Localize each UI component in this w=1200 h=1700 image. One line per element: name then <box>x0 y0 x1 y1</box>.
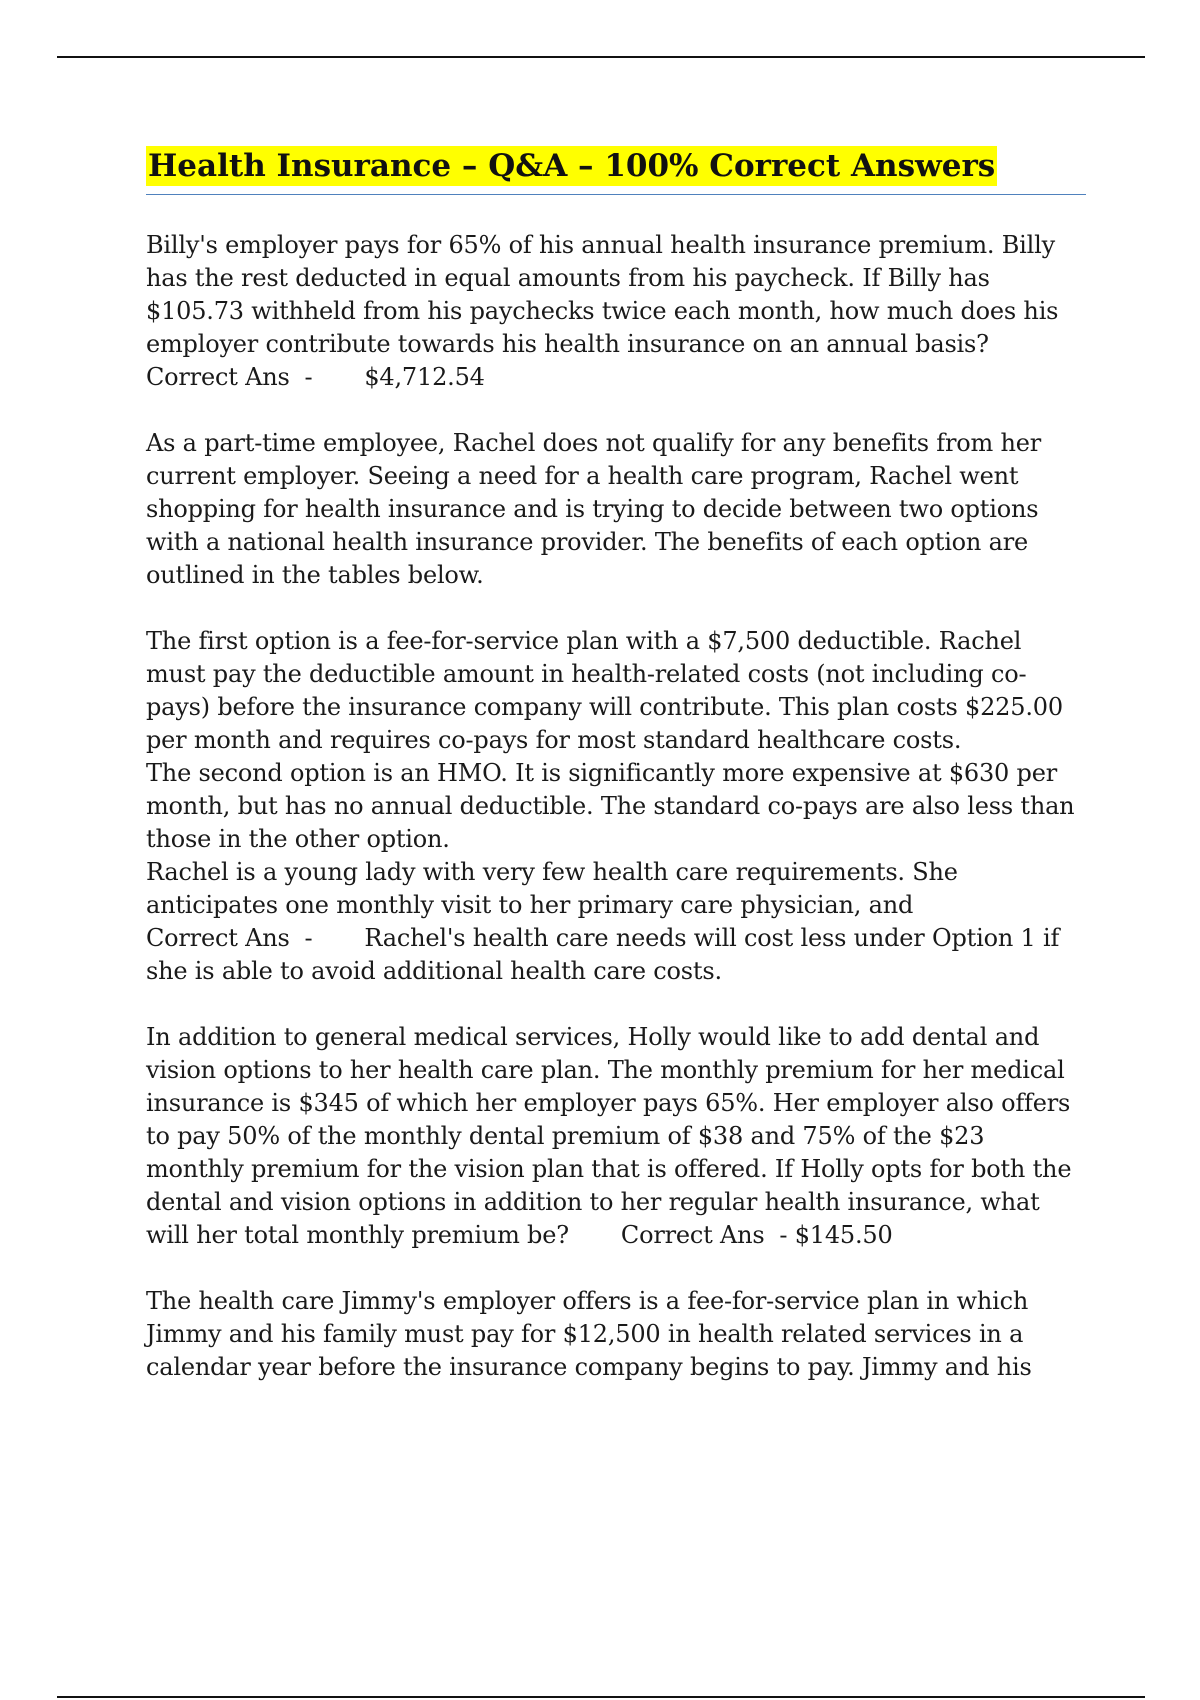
qa-list <box>146 229 1086 1384</box>
page-title: Health Insurance – Q&A – 100% Correct Answers <box>148 148 996 184</box>
answer-text: Rachel's health care needs will cost less under Option 1 if she is able to avoid additional health care costs. <box>146 924 1060 985</box>
answer-label: Correct Ans - <box>146 363 313 391</box>
qa-item-3 <box>146 625 1086 988</box>
document-body <box>146 146 1086 1417</box>
answer-label: Correct Ans - <box>146 924 313 952</box>
question-text: The second option is an HMO. It is significantly more expensive at $630 per month, but has no annual deductible. The standard co-pays are also less than those in the other option. <box>146 759 1075 853</box>
footer-rule <box>57 1696 1145 1698</box>
qa-item-2 <box>146 427 1086 592</box>
question-text: Rachel is a young lady with very few health care requirements. She anticipates one monthly visit to her primary care physician, and Correct Ans - Rachel's health care needs will cost less under Option 1 if she is able to avoid additional health care costs. <box>146 858 1060 985</box>
question-text: The first option is a fee-for-service plan with a $7,500 deductible. Rachel must pay the deductible amount in health-related costs (not including co-pays) before the insurance company will contribute. This plan costs $225.00 per month and requires co-pays for most standard healthcare costs. <box>146 627 1063 754</box>
answer-text: $4,712.54 <box>364 363 485 391</box>
question-text: In addition to general medical services, Holly would like to add dental and vision options to her health care plan. The monthly premium for her medical insurance is $345 of which her employer pays 65%. Her employer also offers to pay 50% of the monthly dental premium of $38 and 75% of the $23 monthly premium for the vision plan that is offered. If Holly opts for both the dental and vision options in addition to her regular health insurance, what will her total monthly premium be? Correct Ans - $145.50 <box>146 1023 1072 1249</box>
answer-label: Correct Ans - <box>620 1221 788 1249</box>
question-text: Billy's employer pays for 65% of his annual health insurance premium. Billy has the rest deducted in equal amounts from his paycheck. If Billy has $105.73 withheld from his paychecks twice each month, how much does his employer contribute towards his health insurance on an annual basis? Correct Ans - $4,712.54 <box>146 231 1059 391</box>
header-rule <box>57 56 1145 58</box>
question-text: As a part-time employee, Rachel does not qualify for any benefits from her current employer. Seeing a need for a health care program, Rachel went shopping for health insurance and is trying to decide between two options with a national health insurance provider. The benefits of each option are outlined in the tables below. <box>146 429 1042 589</box>
qa-item-4 <box>146 1021 1086 1252</box>
answer-text: $145.50 <box>794 1221 893 1249</box>
qa-item-1 <box>146 229 1086 394</box>
question-text: The health care Jimmy's employer offers is a fee-for-service plan in which Jimmy and his family must pay for $12,500 in health related services in a calendar year before the insurance company begins to pay. Jimmy and his <box>146 1287 1032 1381</box>
qa-item-5 <box>146 1285 1086 1384</box>
title-block <box>146 146 1086 195</box>
